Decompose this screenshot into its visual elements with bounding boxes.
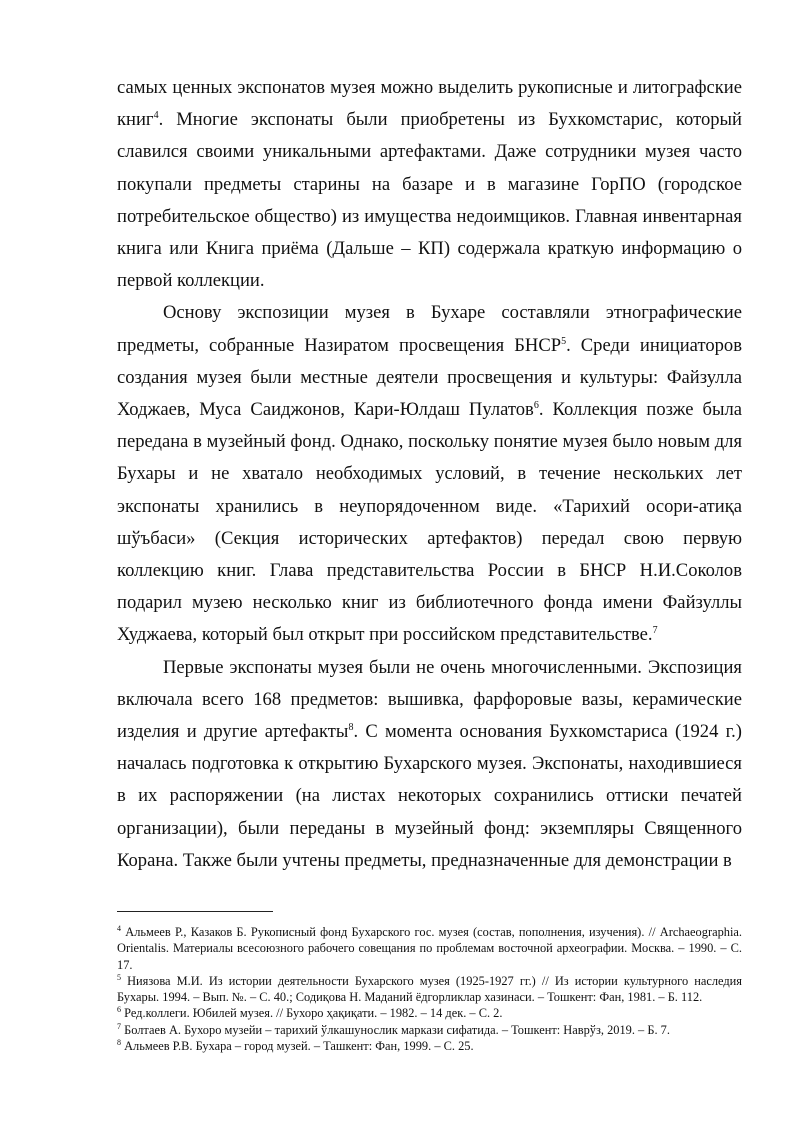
body-text	[117, 72, 742, 877]
footnote: $^8$ Альмеев Р.В. Бухара – город музей. – Ташкент: Фан, 1999. – С. 25.	[117, 1037, 474, 1054]
paragraph: Первые экспонаты музея были не очень многочисленными. Экспозиция включала всего 168 предметов: вышивка, фарфоровые вазы, керамические изделия и другие артефакты$^8$. С момента основания Бухкомстариса (1924 г.) началась подготовка к открытию Бухарского музея. Экспонаты, находившиеся в их распоряжении (на листах некоторых сохранились оттиски печатей организации), были переданы в музейный фонд: экземпляры Священного Корана. Также были учтены предметы, предназначенные для демонстрации в	[117, 656, 743, 871]
footnotes	[117, 924, 742, 1054]
footnote: $^4$ Альмеев Р., Казаков Б. Рукописный фонд Бухарского гос. музея (состав, пополнения, изучения). // Archaeographia. Orientalis. Материалы всесоюзного рабочего совещания по проблемам восточной археографии. Москва. – 1990. – С. 17.	[117, 923, 742, 972]
footnote-number: 8	[117, 1037, 121, 1047]
footnote-number: 6	[117, 1005, 121, 1015]
footnote-separator	[117, 911, 273, 912]
footnote-number: 4	[117, 923, 121, 933]
footnote-ref[interactable]: 8	[348, 721, 354, 733]
footnote-ref[interactable]: 5	[561, 335, 567, 347]
footnote: $^5$ Ниязова М.И. Из истории деятельности Бухарского музея (1925-1927 гг.) // Из истории культурного наследия Бухары. 1994. – Вып. №. – С. 40.; Содиқова Н. Маданий ёдгорликлар хазинаси. – Тошкент: Фан, 1981. – Б. 112.	[117, 972, 742, 1005]
footnote: $^7$ Болтаев А. Бухоро музейи – тарихий ўлкашунослик маркази сифатида. – Тошкент: Наврўз, 2019. – Б. 7.	[117, 1021, 670, 1037]
footnote: $^6$ Ред.коллеги. Юбилей музея. // Бухоро ҳақиқати. – 1982. – 14 дек. – С. 2.	[117, 1005, 503, 1021]
footnote-number: 5	[117, 972, 121, 982]
paragraph: Основу экспозиции музея в Бухаре составляли этнографические предметы, собранные Назиратом просвещения БНСР$^5$. Среди инициаторов создания музея были местные деятели просвещения и культуры: Файзулла Ходжаев, Муса Саиджонов, Кари-Юлдаш Пулатов$^6$. Коллекция позже была передана в музейный фонд. Однако, поскольку понятие музея было новым для Бухары и не хватало необходимых условий, в течение нескольких лет экспонаты хранились в неупорядоченном виде. «Тарихий осори-атиқа шўъбаси» (Секция исторических артефактов) передал свою первую коллекцию книг. Глава представительства России в БНСР Н.И.Соколов подарил музею несколько книг из библиотечного фонда имени Файзуллы Худжаева, который был открыт при российском представительстве.$^7$	[117, 302, 743, 646]
footnote-number: 7	[117, 1021, 121, 1031]
paragraph: самых ценных экспонатов музея можно выделить рукописные и литографские книг$^4$. Многие экспонаты были приобретены из Бухкомстарис, который славился своими уникальными артефактами. Даже сотрудники музея часто покупали предметы старины на базаре и в магазине ГорПО (городское потребительское общество) из имущества недоимщиков. Главная инвентарная книга или Книга приёма (Дальше – КП) содержала краткую информацию о первой коллекции.	[117, 77, 742, 292]
footnote-ref[interactable]: 4	[153, 110, 159, 122]
footnote-ref[interactable]: 7	[652, 625, 658, 637]
footnote-ref[interactable]: 6	[533, 399, 539, 411]
